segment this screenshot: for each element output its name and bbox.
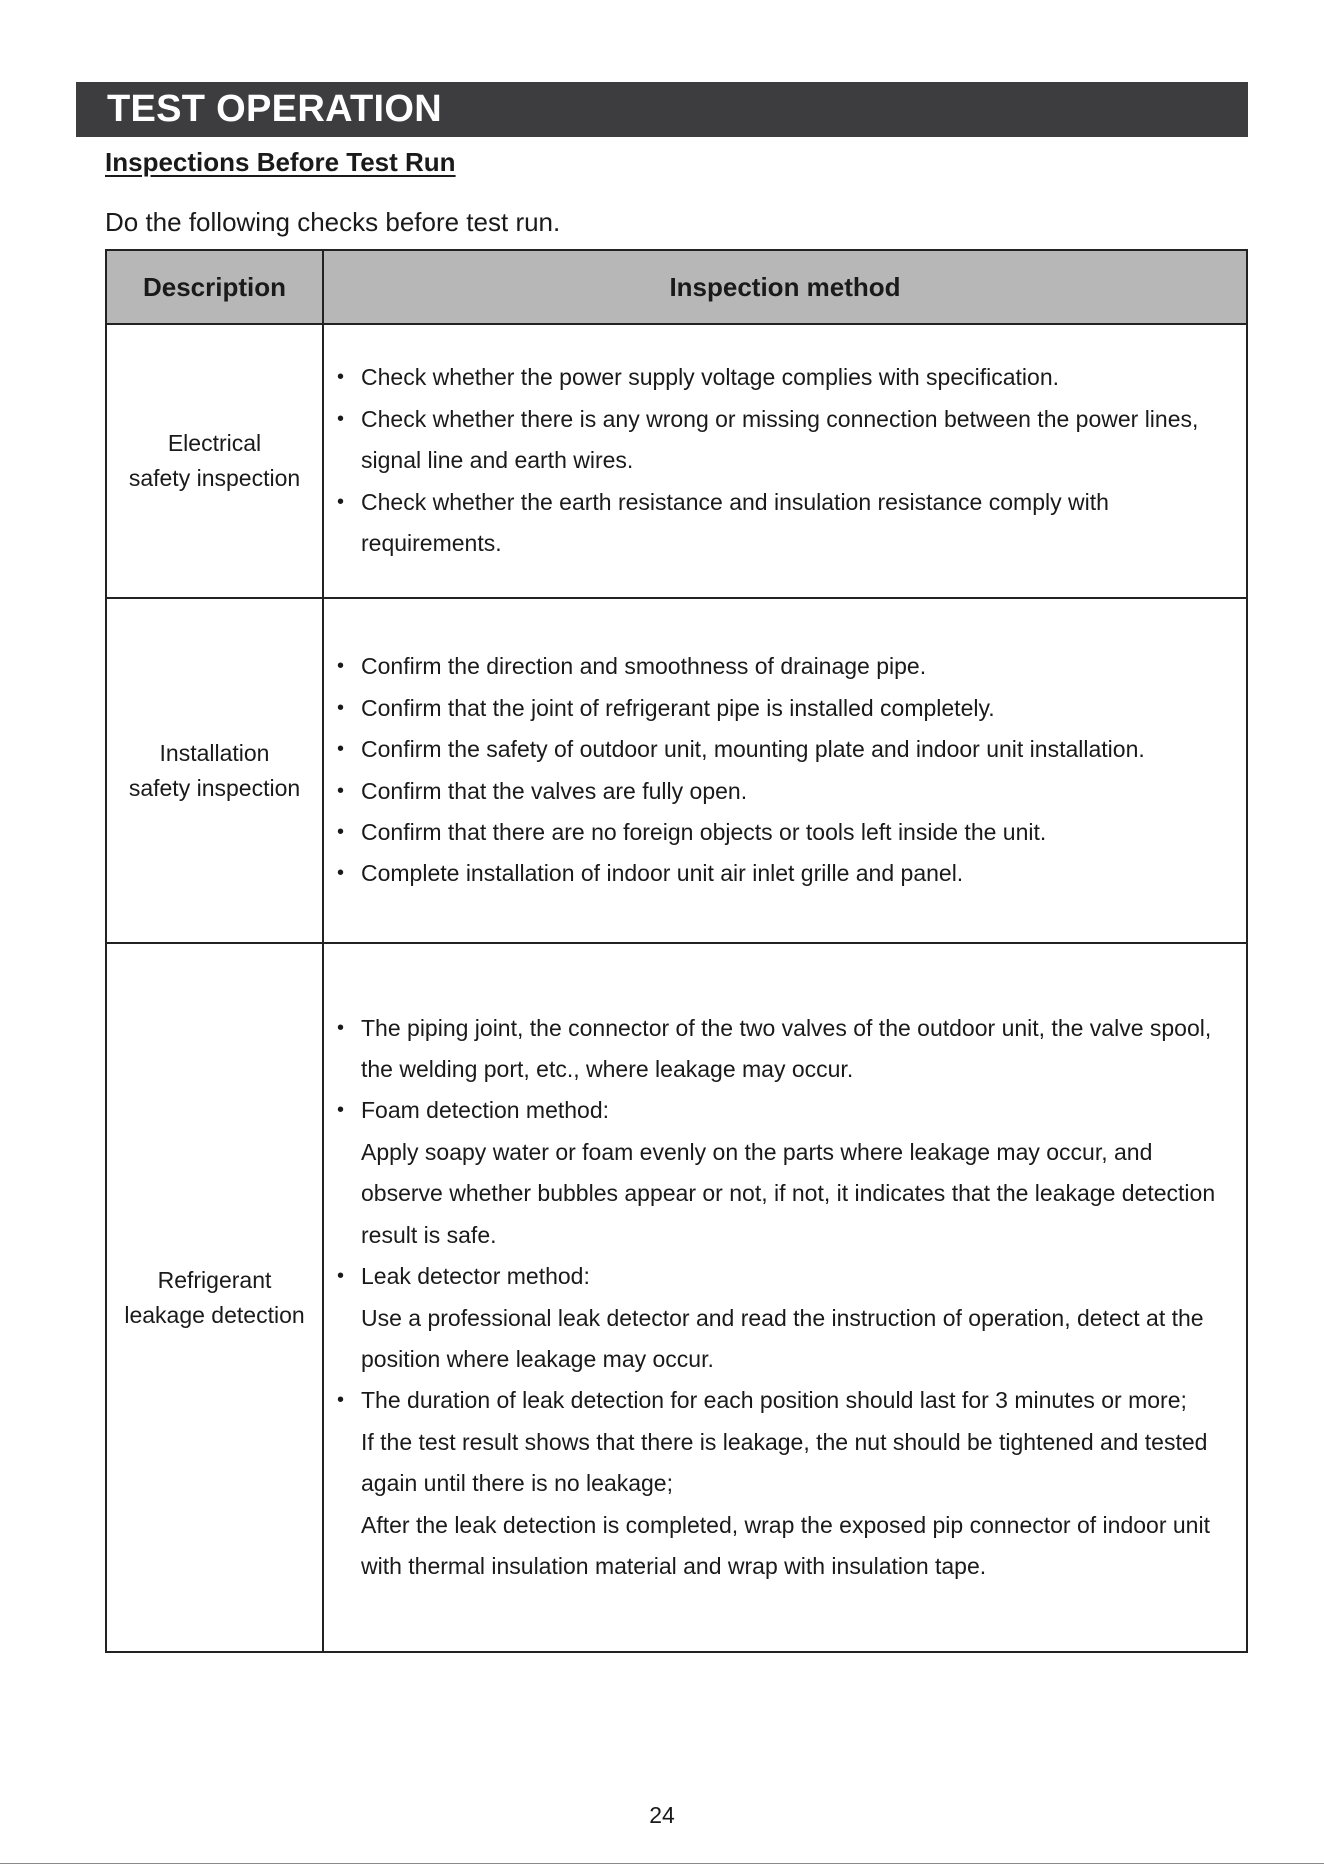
description-line: safety inspection <box>128 465 301 491</box>
bullet-icon: • <box>337 779 345 802</box>
item-text: Complete installation of indoor unit air inlet grille and panel. <box>361 860 964 887</box>
item-text: The duration of leak detection for each position should last for 3 minutes or more; <box>361 1387 1187 1414</box>
bullet-list <box>333 1008 1234 1588</box>
bullet-icon: • <box>337 862 345 885</box>
column-header-description: Description <box>106 250 323 324</box>
table-row-electrical <box>106 324 1247 598</box>
inspection-method-cell <box>323 324 1247 598</box>
description-cell <box>106 324 323 598</box>
description-line: Installation <box>159 739 270 766</box>
table-row-refrigerant <box>106 943 1247 1652</box>
item-text: Use a professional leak detector and read the instruction of operation, detect at the position where leakage may occur. <box>361 1304 1204 1372</box>
inspection-method-cell <box>323 598 1247 943</box>
intro-text: Do the following checks before test run. <box>105 207 561 237</box>
list-item <box>333 1256 1234 1380</box>
item-text: Check whether the earth resistance and insulation resistance comply with requirements. <box>361 488 1109 557</box>
bullet-list <box>333 646 1234 894</box>
list-item <box>333 482 1234 565</box>
item-text: Leak detector method: <box>361 1263 590 1290</box>
page-number: 24 <box>649 1802 675 1828</box>
description-line: Refrigerant <box>157 1266 272 1293</box>
description-cell <box>106 598 323 943</box>
item-text: Confirm the direction and smoothness of drainage pipe. <box>361 653 927 680</box>
item-text: Check whether there is any wrong or missing connection between the power lines, signal line and earth wires. <box>361 405 1199 474</box>
bullet-icon: • <box>337 738 345 761</box>
list-item <box>333 729 1234 770</box>
page-title: TEST OPERATION <box>107 88 442 130</box>
item-text: Confirm that the joint of refrigerant pipe is installed completely. <box>361 694 995 721</box>
item-text: After the leak detection is completed, wrap the exposed pip connector of indoor unit with thermal insulation material and wrap with insulation tape. <box>361 1511 1210 1579</box>
item-text: Foam detection method: <box>361 1097 610 1124</box>
bullet-icon: • <box>337 1099 345 1122</box>
section-banner <box>76 82 1248 137</box>
item-text: Check whether the power supply voltage complies with specification. <box>361 364 1060 391</box>
inspection-table <box>105 249 1248 1653</box>
description-line: safety inspection <box>128 774 301 801</box>
bullet-icon: • <box>337 655 345 678</box>
description-line: leakage detection <box>124 1301 305 1328</box>
list-item <box>333 771 1234 812</box>
list-item <box>333 688 1234 729</box>
bullet-icon: • <box>337 1016 345 1039</box>
bullet-icon: • <box>337 490 345 513</box>
column-header-inspection-method: Inspection method <box>323 250 1247 324</box>
list-item <box>333 1090 1234 1256</box>
bullet-icon: • <box>337 696 345 719</box>
item-text: If the test result shows that there is leakage, the nut should be tightened and tested again until there is no leakage; <box>361 1428 1208 1497</box>
table-header-row <box>106 250 1247 324</box>
bottom-divider <box>0 1863 1324 1864</box>
list-item <box>333 357 1234 398</box>
inspection-method-cell <box>323 943 1247 1652</box>
bullet-list <box>333 357 1234 564</box>
item-text: Apply soapy water or foam evenly on the parts where leakage may occur, and observe whether bubbles appear or not, if not, it indicates that the leakage detection result is safe. <box>361 1138 1216 1248</box>
list-item <box>333 812 1234 853</box>
list-item <box>333 1380 1234 1587</box>
item-text: The piping joint, the connector of the two valves of the outdoor unit, the valve spool, the welding port, etc., where leakage may occur. <box>361 1014 1212 1083</box>
table-row-installation <box>106 598 1247 943</box>
description-line: Electrical <box>167 430 262 456</box>
item-text: Confirm that the valves are fully open. <box>361 777 748 804</box>
item-text: Confirm the safety of outdoor unit, mounting plate and indoor unit installation. <box>361 736 1145 763</box>
bullet-icon: • <box>337 1389 345 1412</box>
description-cell <box>106 943 323 1652</box>
bullet-icon: • <box>337 407 345 430</box>
list-item <box>333 399 1234 482</box>
bullet-icon: • <box>337 820 345 843</box>
list-item <box>333 853 1234 894</box>
bullet-icon: • <box>337 1265 345 1288</box>
bullet-icon: • <box>337 366 345 389</box>
section-heading: Inspections Before Test Run <box>105 147 456 177</box>
list-item <box>333 646 1234 687</box>
item-text: Confirm that there are no foreign objects or tools left inside the unit. <box>361 818 1047 845</box>
list-item <box>333 1008 1234 1091</box>
